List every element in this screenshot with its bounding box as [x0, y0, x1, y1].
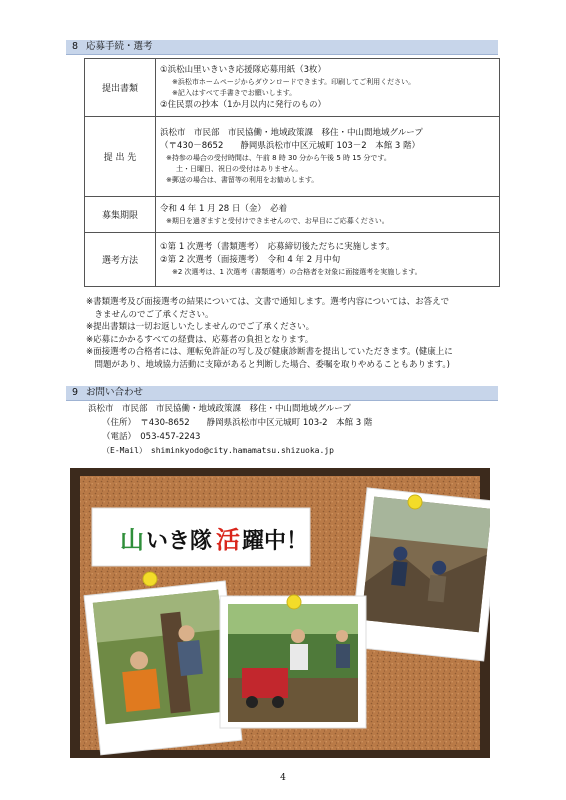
row-content: [156, 233, 500, 287]
page-number: 4: [280, 773, 286, 783]
corkboard-illustration: [70, 468, 490, 758]
note-line: 問題があり、地域協力活動に支障があると判断した場合、委嘱を取りやめることもあります。): [86, 359, 450, 370]
contact-org: 浜松市 市民部 市民協働・地域政策課 移住・中山間地域グループ: [88, 404, 351, 414]
note-line: きませんのでご了承ください。: [86, 309, 214, 320]
text-line: ②第 2 次選考（面接選考） 令和 4 年 2 月中旬: [160, 255, 341, 265]
banner-text-4: 躍中！: [242, 529, 309, 554]
pin-icon: [287, 595, 301, 609]
note-line: ※郵送の場合は、書留等の利用をお勧めします。: [166, 176, 319, 184]
text-line: ②住民票の抄本（1か月以内に発行のもの）: [160, 99, 327, 110]
photo-left: [84, 581, 242, 755]
note-line: ※浜松市ホームページからダウンロードできます。印刷してご利用ください。: [172, 77, 416, 86]
note-line: ※持参の場合の受付時間は、午前 8 時 30 分から午後 5 時 15 分です。: [166, 154, 391, 162]
note-line: ※面接選考の合格者には、運転免許証の写し及び健康診断書を提出していただきます。(健康上に: [86, 347, 453, 357]
banner-text-1: 山: [120, 526, 144, 554]
note-line: ※書類選考及び面接選考の結果については、文書で通知します。選考内容については、お答えで: [86, 297, 450, 307]
text-line: 令和 4 年 1 月 28 日（金） 必着: [160, 203, 288, 214]
note-line: 土・日曜日、祝日の受付はありません。: [176, 165, 303, 173]
table-row: [85, 59, 500, 117]
row-content: [156, 59, 500, 117]
text-line: （〒430－8652 静岡県浜松市中区元城町 103－2 本館 3 階）: [160, 141, 421, 151]
note-line: ※応募にかかるすべての経費は、応募者の負担となります。: [86, 334, 314, 345]
section-number: 9: [72, 387, 79, 398]
text-line: ①第 1 次選考（書類選考） 応募締切後ただちに実施します。: [160, 242, 395, 252]
contact-address: （住所） 〒430-8652 静岡県浜松市中区元城町 103-2 本館 3 階: [102, 418, 373, 428]
table-row: [85, 117, 500, 197]
pin-icon: [143, 572, 157, 586]
banner-text-2: いき隊: [146, 529, 213, 554]
banner-card: [92, 508, 310, 566]
note-line: ※期日を過ぎますと受付けできませんので、お早目にご応募ください。: [166, 216, 389, 225]
section-8-header: [66, 40, 498, 55]
note-line: ※2 次選考は、1 次選考（書類選考）の合格者を対象に面接選考を実施します。: [172, 268, 422, 276]
row-label: 選考方法: [85, 233, 156, 287]
pin-icon: [408, 495, 422, 509]
table-row: [85, 197, 500, 233]
notes-block: [86, 296, 453, 371]
table-row: [85, 233, 500, 287]
text-line: 浜松市 市民部 市民協働・地域政策課 移住・中山間地域グループ: [160, 128, 423, 138]
application-table: [84, 58, 500, 287]
row-content: [156, 117, 500, 197]
section-number: 8: [72, 41, 79, 52]
section-title: お問い合わせ: [86, 387, 144, 398]
note-line: ※提出書類は一切お返しいたしませんのでご了承ください。: [86, 322, 315, 332]
section-9-header: [66, 386, 498, 401]
section-title: 応募手続・選考: [86, 41, 153, 52]
row-label: 募集期限: [85, 197, 156, 233]
photo-right: [350, 488, 490, 661]
contact-phone: （電話） 053-457-2243: [102, 432, 201, 442]
row-label: 提出書類: [85, 59, 156, 117]
contact-email: （E-Mail） shiminkyodo@city.hamamatsu.shizuoka.jp: [102, 446, 334, 455]
text-line: ①浜松山里いきいき応援隊応募用紙（3枚）: [160, 64, 327, 75]
contact-block: [88, 402, 372, 458]
row-content: [156, 197, 500, 233]
photo-center: [220, 596, 366, 728]
note-line: ※記入はすべて手書きでお願いします。: [172, 88, 297, 97]
row-label: 提 出 先: [85, 117, 156, 197]
photo-collage: [70, 468, 490, 758]
banner-text-3: 活: [216, 526, 240, 554]
